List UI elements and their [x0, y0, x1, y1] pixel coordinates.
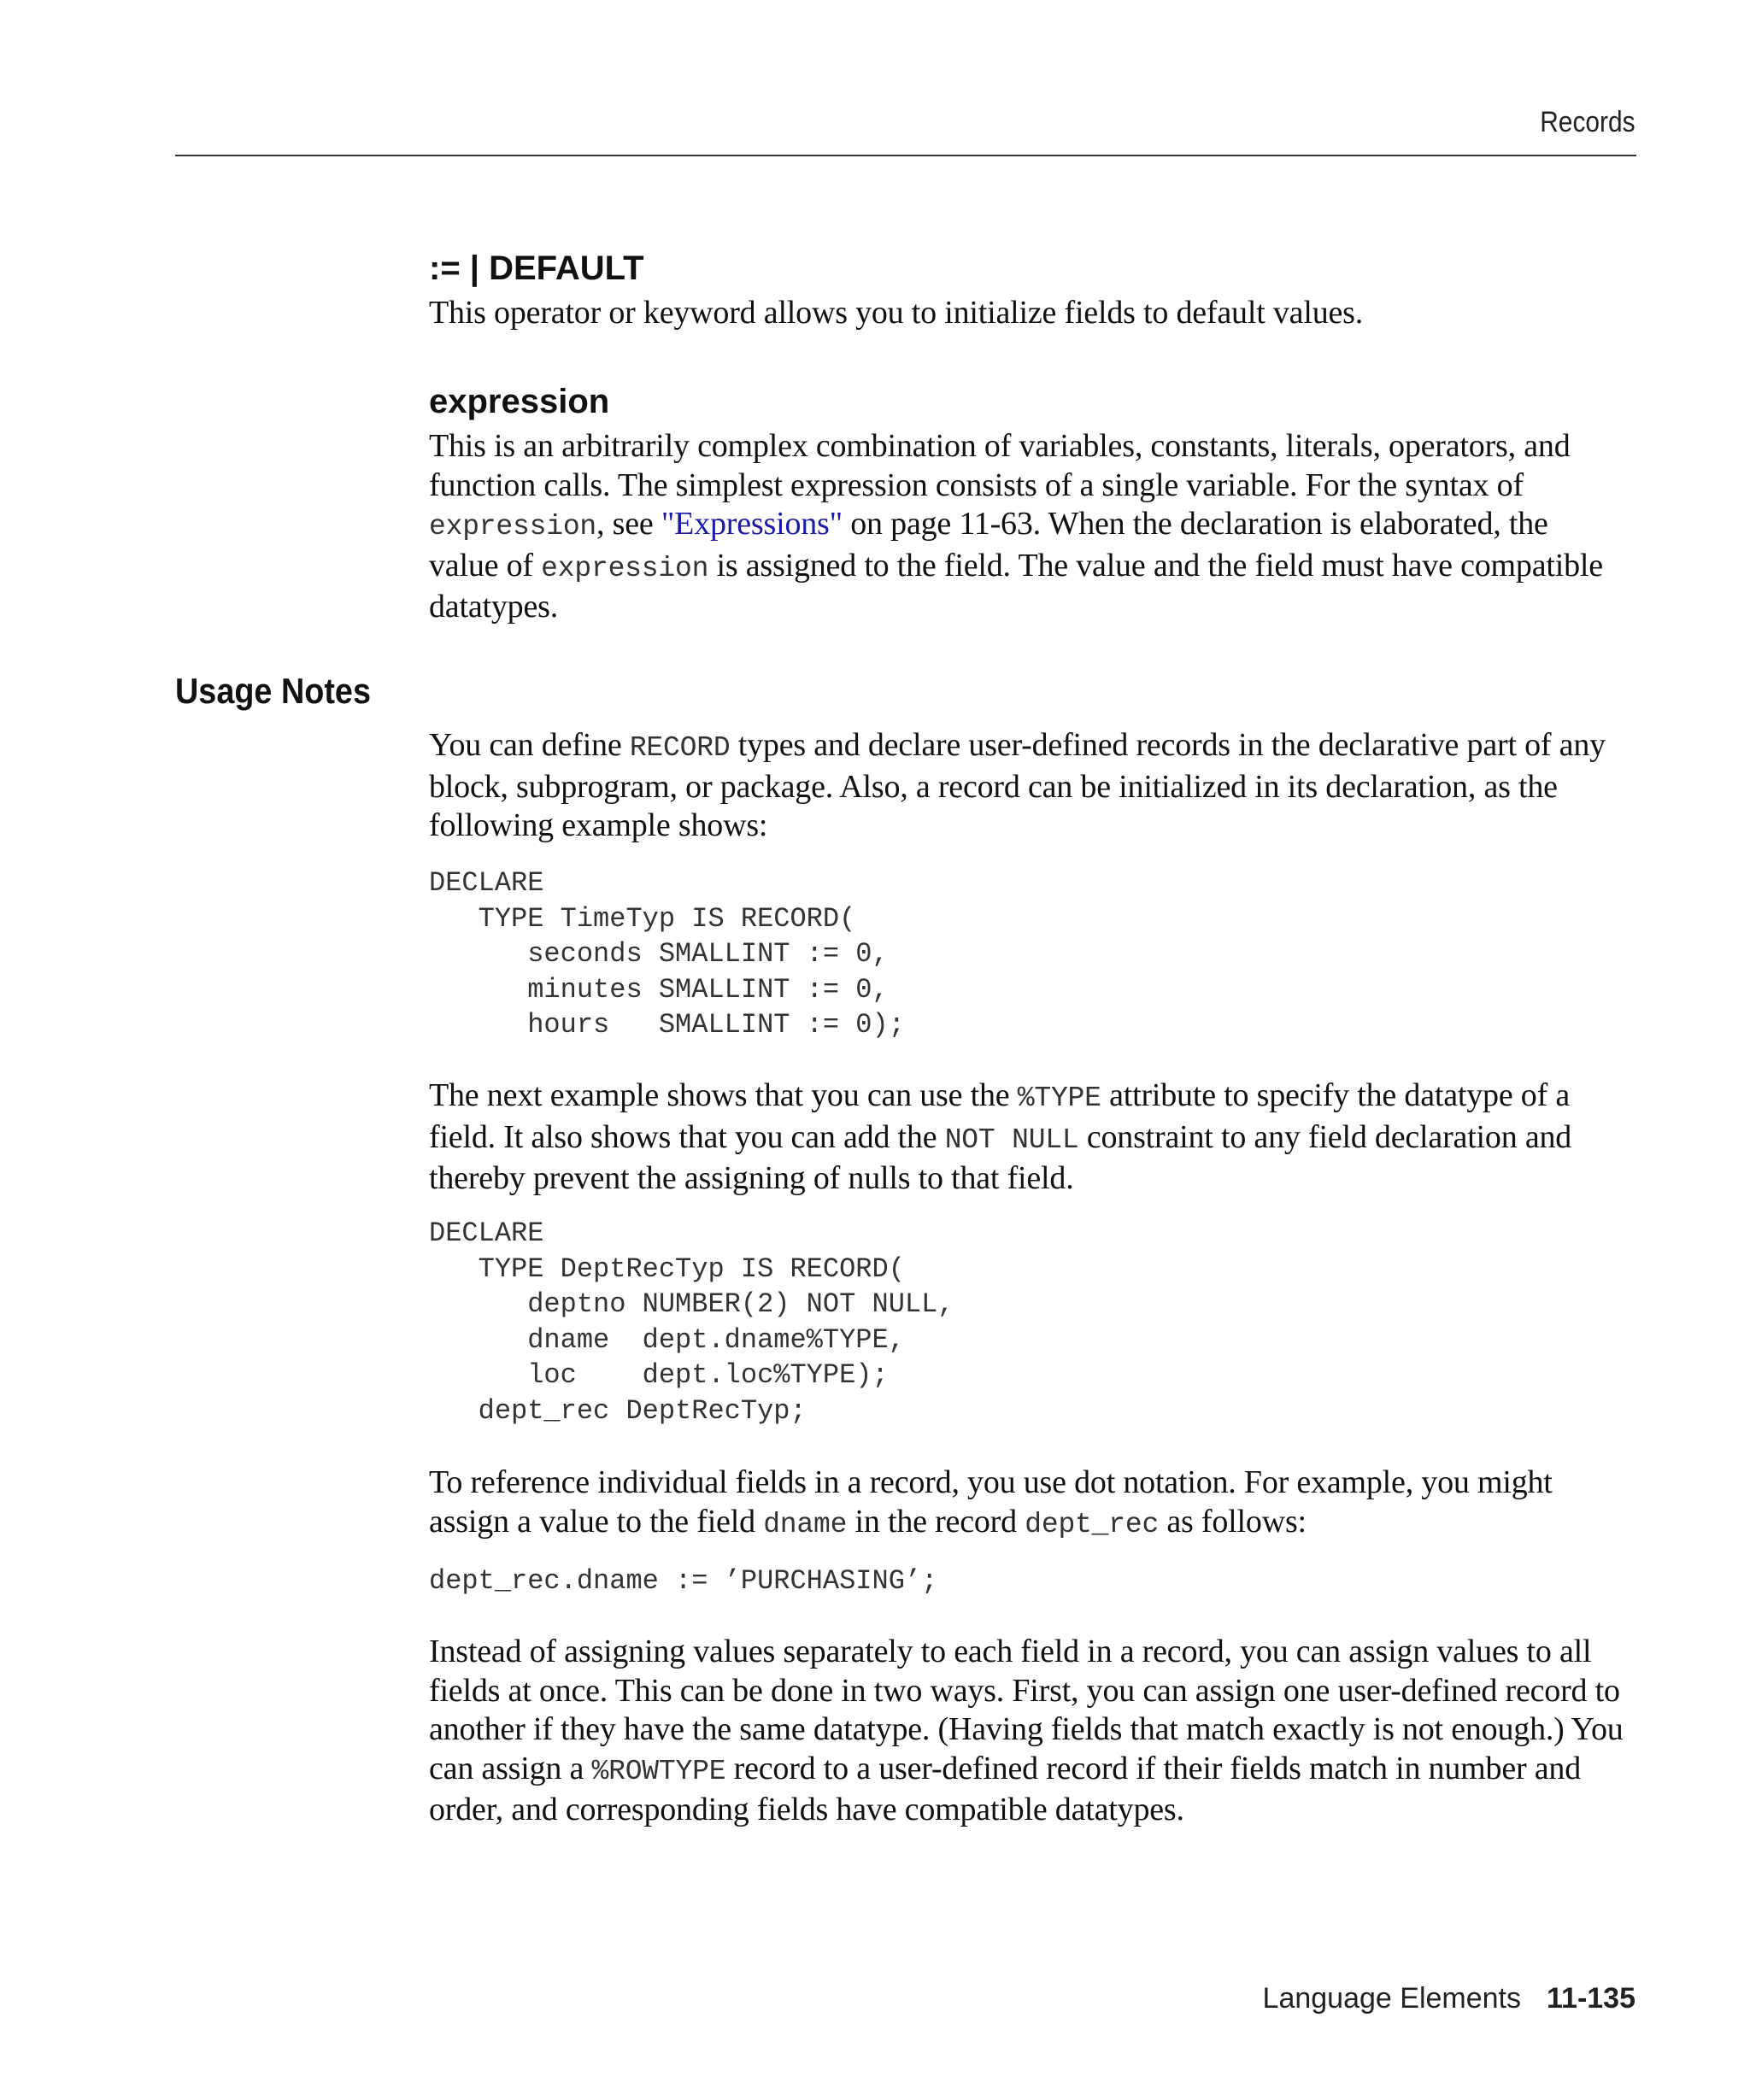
inline-code: dept_rec	[1025, 1508, 1160, 1540]
text: This is an arbitrarily complex combination of variables, constants, literals, operators, and function calls. The simplest expression consists of a single variable. For the syntax of	[429, 428, 1571, 503]
text: in the record	[847, 1503, 1025, 1540]
term-expression	[429, 381, 1625, 627]
page-footer	[1263, 1982, 1635, 2015]
text: To reference individual fields in a record, you use dot notation. For example, you might assign a value to the field	[429, 1464, 1553, 1540]
term-default	[429, 248, 1625, 333]
usage-notes-heading: Usage Notes	[175, 671, 371, 711]
usage-para-3	[429, 1464, 1625, 1544]
text: The next example shows that you can use the	[429, 1077, 1018, 1113]
code-block: DECLARE TYPE DeptRecTyp IS RECORD( deptno NUMBER(2) NOT NULL, dname dept.dname%TYPE, loc dept.loc%TYPE); dept_rec DeptRecTyp;	[429, 1217, 954, 1427]
usage-para-1	[429, 726, 1625, 846]
usage-para-4	[429, 1633, 1625, 1830]
text: record to a user-defined record if their fields match in number and order, and corresponding fields have compatible datatypes.	[429, 1750, 1582, 1827]
text: , see	[596, 506, 661, 542]
inline-code: %TYPE	[1017, 1082, 1101, 1114]
inline-code: dname	[763, 1508, 848, 1540]
page-number: 11-135	[1547, 1982, 1635, 2015]
code-example-3	[429, 1563, 1625, 1599]
term-heading: := | DEFAULT	[429, 249, 644, 287]
inline-code: NOT NULL	[944, 1123, 1079, 1156]
code-block: DECLARE TYPE TimeTyp IS RECORD( seconds SMALLINT := 0, minutes SMALLINT := 0, hours SMALLINT := 0);	[429, 867, 905, 1041]
text: constraint to any field declaration and thereby prevent the assigning of nulls to that field.	[429, 1118, 1572, 1196]
inline-code: RECORD	[629, 732, 731, 764]
header-rule	[175, 155, 1636, 156]
text: You can define	[429, 727, 630, 763]
term-heading: expression	[429, 383, 610, 420]
text: types and declare user-defined records in the declarative part of any block, subprogram, or package. Also, a record can be initialized in its declaration, as the following example shows:	[429, 727, 1606, 843]
text: is assigned to the field. The value and the field must have compatible datatypes.	[429, 547, 1603, 625]
text: as follows:	[1159, 1503, 1307, 1540]
code-example-2	[429, 1216, 1625, 1429]
code-block: dept_rec.dname := ’PURCHASING’;	[429, 1565, 938, 1597]
text: on page 11-63. When the declaration is elaborated, the value of	[429, 506, 1548, 584]
expressions-link[interactable]: "Expressions"	[661, 506, 843, 542]
running-header-title: Records	[1540, 106, 1635, 138]
footer-section-title: Language Elements	[1262, 1982, 1521, 2015]
paragraph	[429, 1633, 1625, 1830]
paragraph	[429, 726, 1625, 846]
paragraph	[429, 1076, 1625, 1199]
usage-para-2	[429, 1076, 1625, 1199]
paragraph	[429, 1464, 1625, 1544]
inline-code: expression	[429, 511, 597, 543]
text: attribute to specify the datatype of a field. It also shows that you can add the	[429, 1077, 1571, 1155]
inline-code: expression	[541, 552, 709, 584]
term-description: This operator or keyword allows you to initialize fields to default values.	[429, 295, 1364, 331]
code-example-1	[429, 865, 1625, 1043]
text: Instead of assigning values separately to each field in a record, you can assign values to all fields at once. This can be done in two ways. First, you can assign one user-defined record to another if they have the same datatype. (Having fields that match exactly is not enough.) You can assign a	[429, 1634, 1624, 1786]
inline-code: %ROWTYPE	[591, 1755, 726, 1787]
term-description	[429, 427, 1625, 627]
